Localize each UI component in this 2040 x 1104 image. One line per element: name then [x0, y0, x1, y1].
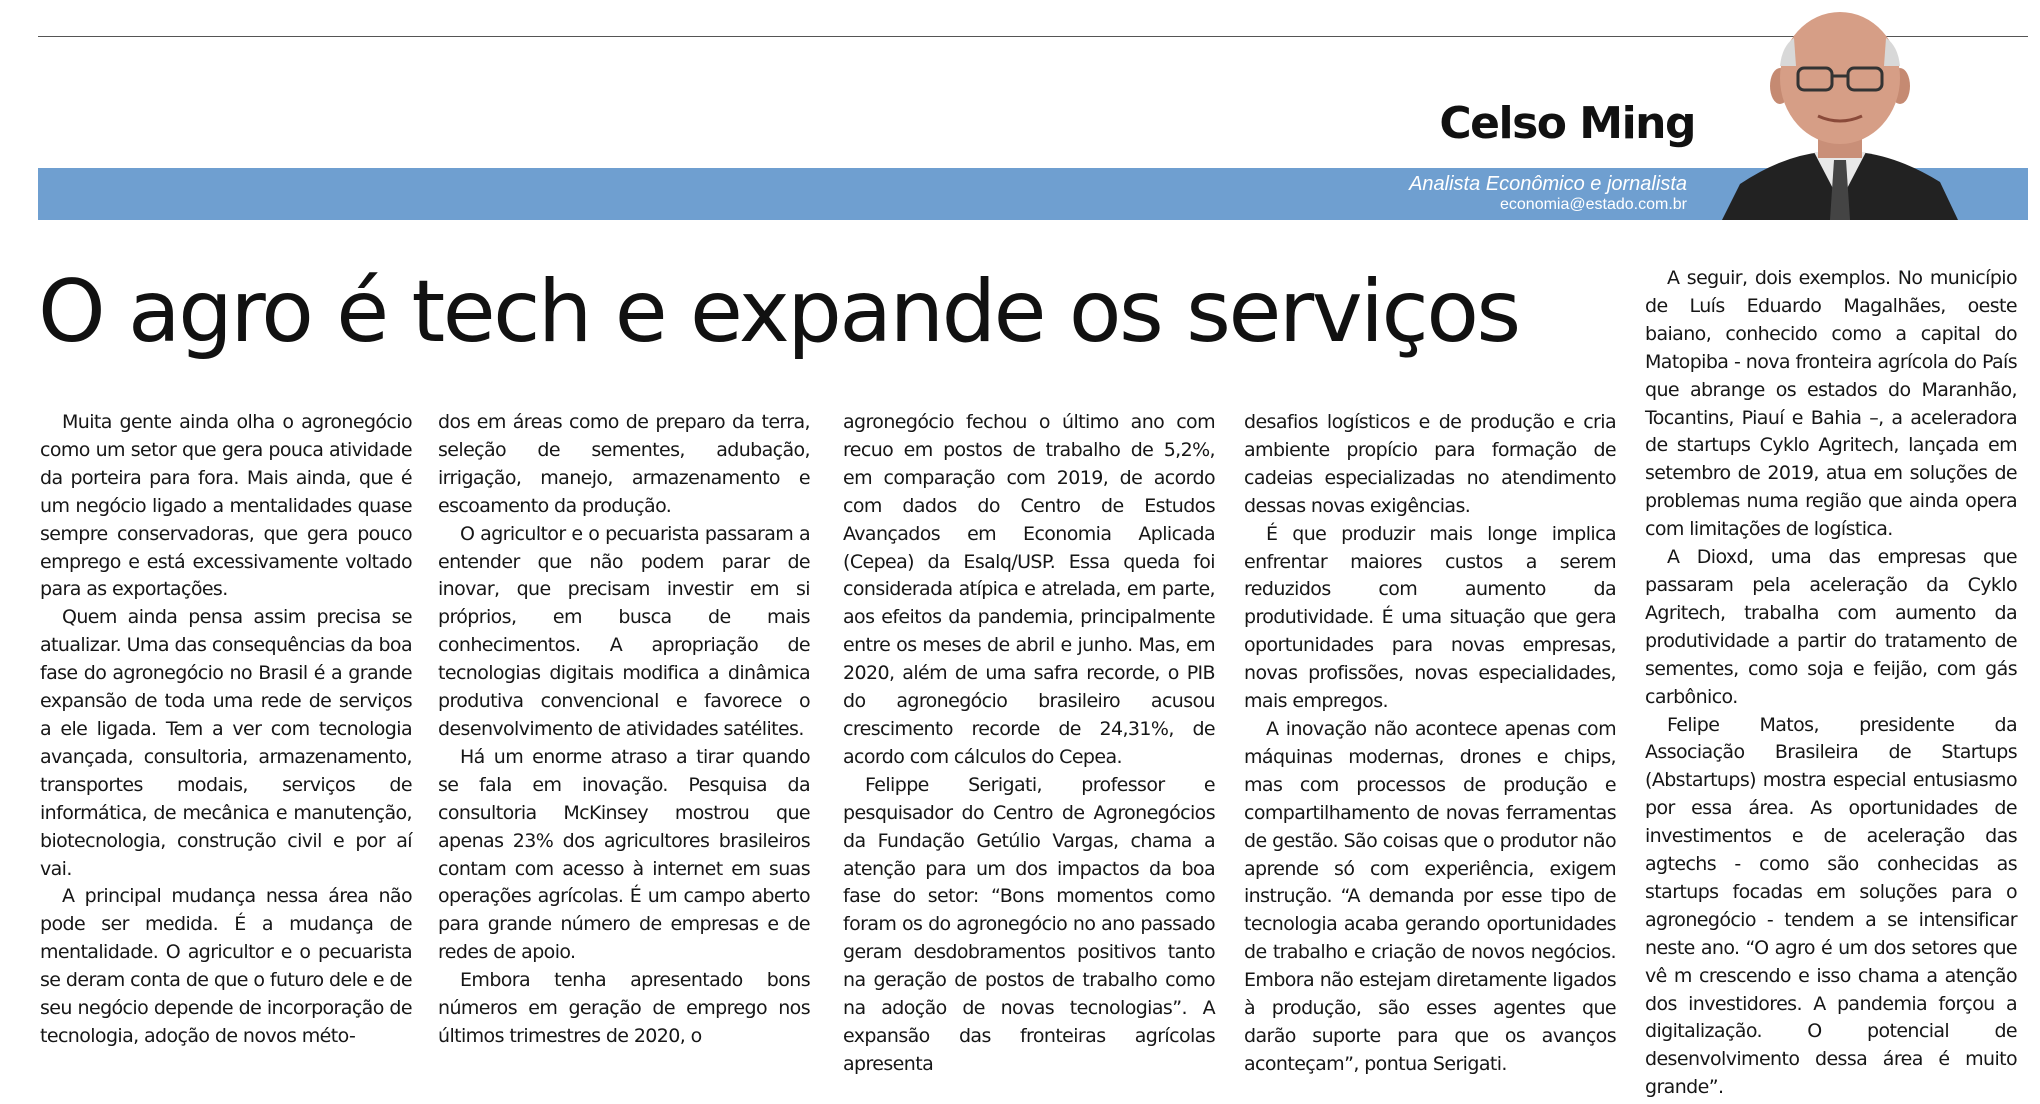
article-column-4 [1244, 409, 1616, 1079]
paragraph: A principal mudança nessa área não pode ser medida. É a mudança de mentalidade. O agricultor e o pecuarista se deram conta de que o futuro dele e de seu negócio depende de incorporação de tecnologia, adoção de novos méto- [40, 885, 412, 1047]
paragraph: Há um enorme atraso a tirar quando se fala em inovação. Pesquisa da consultoria McKinsey mostrou que apenas 23% dos agricultores brasileiros contam com acesso à internet em suas operações agrícolas. É um campo aberto para grande número de empresas e de redes de apoio. [438, 745, 810, 964]
columnist-name: Celso Ming [1439, 98, 1695, 149]
paragraph: É que produzir mais longe implica enfrentar maiores custos a serem reduzidos com aumento da produtividade. É uma situação que gera oportunidades para novas empresas, novas profissões, novas especialidades, mais empregos. [1244, 522, 1616, 713]
paragraph: Embora tenha apresentado bons números em geração de emprego nos últimos trimestres de 2020, o [438, 969, 810, 1047]
paragraph: agronegócio fechou o último ano com recuo em postos de trabalho de 5,2%, em comparação com 2019, de acordo com dados do Centro de Estudos Avançados em Economia Aplicada (Cepea) da Esalq/USP. Essa queda foi considerada atípica e atrelada, em parte, aos efeitos da pandemia, principalmente entre os meses de abril e junho. Mas, em 2020, além de uma safra recorde, o PIB do agronegócio brasileiro acusou crescimento recorde de 24,31%, de acordo com cálculos do Cepea. [843, 411, 1215, 768]
article-column-1 [40, 409, 412, 1051]
paragraph: dos em áreas como de preparo da terra, seleção de sementes, adubação, irrigação, manejo, armazenamento e escoamento da produção. [438, 411, 810, 517]
paragraph: Quem ainda pensa assim precisa se atualizar. Uma das consequências da boa fase do agronegócio no Brasil é a grande expansão de toda uma rede de serviços a ele ligada. Tem a ver com tecnologia avançada, consultoria, armazenamento, transportes modais, serviços de informática, de mecânica e manutenção, biotecnologia, construção civil e por aí vai. [40, 606, 412, 880]
columnist-portrait-image [1722, 6, 1958, 220]
article-headline: O agro é tech e expande os serviços [38, 262, 1519, 362]
article-column-3 [843, 409, 1215, 1079]
paragraph: Muita gente ainda olha o agronegócio como um setor que gera pouca atividade da porteira para fora. Mais ainda, que é um negócio ligado a mentalidades quase sempre conservadoras, que gera pouco emprego e está excessivamente voltado para as exportações. [40, 411, 412, 601]
columnist-role: Analista Econômico e jornalista [1409, 173, 1687, 195]
paragraph: desafios logísticos e de produção e cria ambiente propício para formação de cadeias especializadas no atendimento dessas novas exigências. [1244, 411, 1616, 517]
paragraph: Felipe Matos, presidente da Associação Brasileira de Startups (Abstartups) mostra especial entusiasmo por essa área. As oportunidades de investimentos e de aceleração das agtechs - como são conhecidas as startups focadas em soluções para o agronegócio - tendem a se intensificar neste ano. “O agro é um dos setores que vê m crescendo e isso chama a atenção dos investidores. A pandemia forçou a digitalização. O potencial de desenvolvimento dessa área é muito grande”. [1645, 713, 2017, 1099]
paragraph: A Dioxd, uma das empresas que passaram pela aceleração da Cyklo Agritech, trabalha com aumento da produtividade a partir do tratamento de sementes, como soja e feijão, com gás carbônico. [1645, 546, 2017, 708]
paragraph: A inovação não acontece apenas com máquinas modernas, drones e chips, mas com processos de produção e compartilhamento de novas ferramentas de gestão. São coisas que o produtor não aprende só com experiência, exigem instrução. “A demanda por esse tipo de tecnologia acaba gerando oportunidades de trabalho e criação de novos negócios. Embora não estejam diretamente ligados à produção, são esses agentes que darão suporte para que os avanços aconteçam”, pontua Serigati. [1244, 717, 1616, 1075]
article-column-2 [438, 409, 810, 1051]
paragraph: O agricultor e o pecuarista passaram a entender que não podem parar de inovar, que precisam investir em si próprios, em busca de mais conhecimentos. A apropriação de tecnologias digitais modifica a dinâmica produtiva convencional e favorece o desenvolvimento de atividades satélites. [438, 522, 810, 740]
columnist-email: economia@estado.com.br [1500, 196, 1687, 213]
columnist-photo [1722, 6, 1958, 220]
paragraph: A seguir, dois exemplos. No município de Luís Eduardo Magalhães, oeste baiano, conhecido como a capital do Matopiba - nova fronteira agrícola do País que abrange os estados do Maranhão, Tocantins, Piauí e Bahia –, a aceleradora de startups Cyklo Agritech, lançada em setembro de 2019, atua em soluções de problemas numa região que ainda opera com limitações de logística. [1645, 267, 2017, 541]
paragraph: Felippe Serigati, professor e pesquisador do Centro de Agronegócios da Fundação Getúlio Vargas, chama a atenção para um dos impactos da boa fase do setor: “Bons momentos como foram os do agronegócio no ano passado geram desdobramentos positivos tanto na geração de postos de trabalho como na adoção de novas tecnologias”. A expansão das fronteiras agrícolas apresenta [843, 773, 1215, 1075]
article-column-5 [1645, 265, 2017, 1102]
